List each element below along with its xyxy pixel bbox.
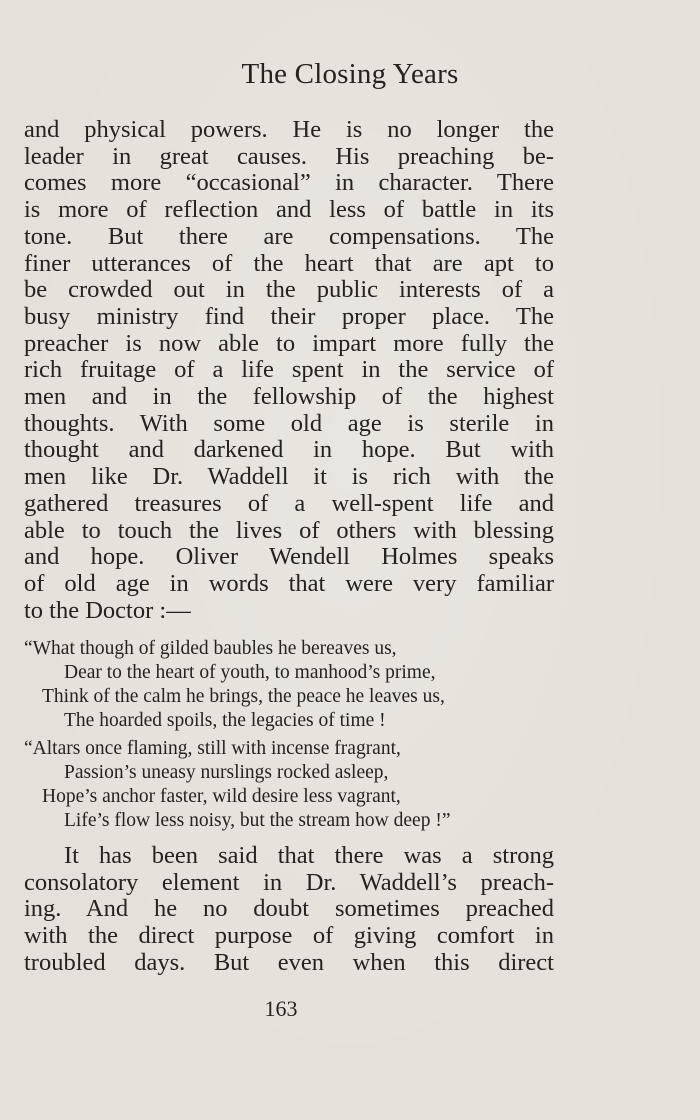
- text-line: and hope. Oliver Wendell Holmes speaks: [24, 543, 554, 571]
- text-line: thoughts. With some old age is sterile in: [24, 409, 554, 437]
- text-line: finer utterances of the heart that are apt to: [24, 249, 554, 277]
- text-line: comes more “occasional” in character. There: [24, 169, 554, 197]
- poem-line: Hope’s anchor faster, wild desire less vagrant,: [42, 785, 401, 807]
- poem-stanza-2: [24, 737, 564, 833]
- text-line: and physical powers. He is no longer the: [24, 116, 554, 143]
- text-line: with the direct purpose of giving comfort in: [24, 922, 554, 950]
- paragraph-2: [24, 843, 554, 977]
- text-line: rich fruitage of a life spent in the service of: [24, 356, 554, 384]
- text-line: to the Doctor :—: [24, 596, 191, 624]
- poem-line: The hoarded spoils, the legacies of time !: [64, 709, 386, 731]
- poem-line: Think of the calm he brings, the peace he leaves us,: [42, 685, 445, 707]
- text-line: busy ministry find their proper place. The: [24, 302, 554, 330]
- text-line: troubled days. But even when this direct: [24, 948, 554, 976]
- paragraph-1: [24, 117, 554, 624]
- text-line: men and in the fellowship of the highest: [24, 383, 554, 411]
- text-line: gathered treasures of a well-spent life and: [24, 489, 554, 517]
- text-line: of old age in words that were very familiar: [24, 569, 554, 597]
- text-line: preacher is now able to impart more fully the: [24, 329, 554, 357]
- text-line: ing. And he no doubt sometimes preached: [24, 895, 554, 923]
- text-line: able to touch the lives of others with blessing: [24, 516, 554, 544]
- text-line: men like Dr. Waddell it is rich with the: [24, 463, 554, 491]
- running-head: The Closing Years: [241, 58, 459, 90]
- text-line: consolatory element in Dr. Waddell’s preach-: [24, 868, 554, 896]
- poem-line: “What though of gilded baubles he bereaves us,: [24, 638, 397, 659]
- text-line: thought and darkened in hope. But with: [24, 436, 554, 464]
- text-line: leader in great causes. His preaching be-: [24, 142, 554, 170]
- poem-line: Dear to the heart of youth, to manhood’s prime,: [64, 661, 436, 683]
- poem-stanza-1: [24, 637, 564, 733]
- poem-line: Life’s flow less noisy, but the stream how deep !”: [64, 809, 451, 831]
- page-number: 163: [264, 996, 298, 1021]
- text-line: tone. But there are compensations. The: [24, 222, 554, 250]
- poem-line: Passion’s uneasy nurslings rocked asleep,: [64, 761, 389, 783]
- text-line: be crowded out in the public interests of a: [24, 276, 554, 304]
- text-line: is more of reflection and less of battle in its: [24, 196, 554, 224]
- text-line: It has been said that there was a strong: [64, 842, 554, 869]
- poem-line: “Altars once flaming, still with incense fragrant,: [24, 738, 401, 759]
